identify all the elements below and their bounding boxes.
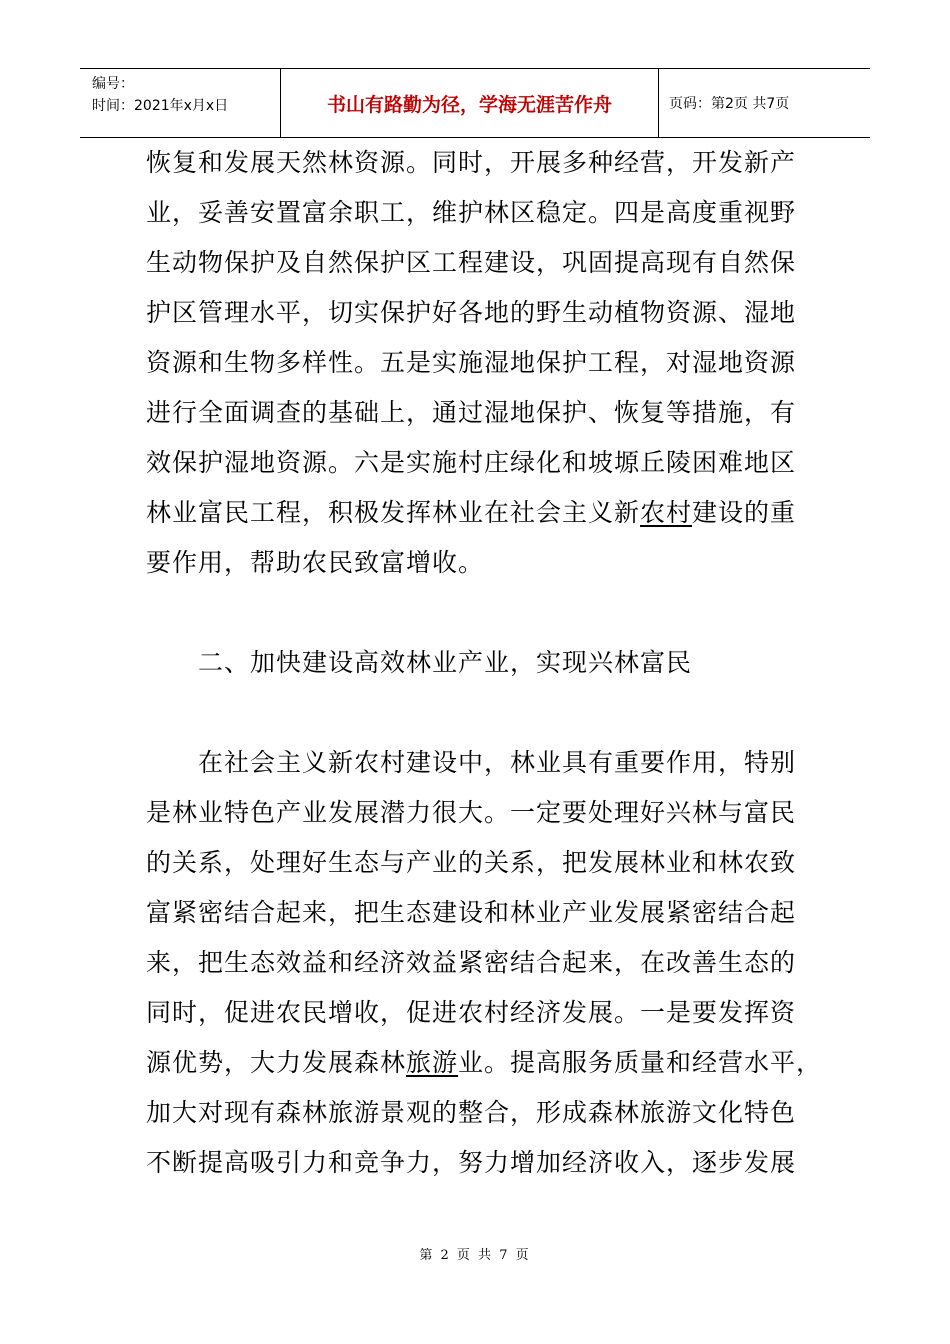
page-header bbox=[80, 68, 870, 138]
header-meta bbox=[80, 69, 281, 137]
text-line bbox=[146, 488, 810, 538]
text-segment: 林业富民工程，积极发挥林业在社会主义新 bbox=[146, 498, 641, 527]
text-segment: 业。提高服务质量和经营水平， bbox=[458, 1048, 823, 1077]
text-line: 同时，促进农民增收，促进农村经济发展。一是要发挥资 bbox=[146, 998, 797, 1027]
spacer bbox=[146, 588, 810, 638]
header-motto: 书山有路勤为径，学海无涯苦作舟 bbox=[281, 69, 659, 137]
document-time-label: 时间：2021年x月x日 bbox=[92, 98, 229, 114]
text-segment: 建设的重 bbox=[692, 498, 797, 527]
link-tourism[interactable]: 旅游 bbox=[406, 1048, 459, 1077]
document-body bbox=[146, 138, 823, 1188]
text-line: 资源和生物多样性。五是实施湿地保护工程，对湿地资源 bbox=[146, 348, 797, 377]
text-line: 效保护湿地资源。六是实施村庄绿化和坡塬丘陵困难地区 bbox=[146, 448, 797, 477]
text-line: 是林业特色产业发展潜力很大。一定要处理好兴林与富民 bbox=[146, 798, 797, 827]
text-line: 恢复和发展天然林资源。同时，开展多种经营，开发新产 bbox=[146, 148, 797, 177]
paragraph-2 bbox=[146, 738, 823, 1188]
text-line: 富紧密结合起来，把生态建设和林业产业发展紧密结合起 bbox=[146, 898, 797, 927]
document-number-label: 编号： bbox=[92, 76, 134, 92]
spacer bbox=[146, 688, 810, 738]
link-rural[interactable]: 农村 bbox=[640, 498, 693, 527]
text-line: 要作用，帮助农民致富增收。 bbox=[146, 548, 485, 577]
paragraph-1 bbox=[146, 138, 810, 588]
text-line: 护区管理水平，切实保护好各地的野生动植物资源、湿地 bbox=[146, 298, 797, 327]
text-line: 生动物保护及自然保护区工程建设，巩固提高现有自然保 bbox=[146, 248, 797, 277]
text-line: 不断提高吸引力和竞争力，努力增加经济收入，逐步发展 bbox=[146, 1148, 797, 1177]
text-segment: 源优势，大力发展森林 bbox=[146, 1048, 407, 1077]
text-line: 进行全面调查的基础上，通过湿地保护、恢复等措施，有 bbox=[146, 398, 797, 427]
text-line: 的关系，处理好生态与产业的关系，把发展林业和林农致 bbox=[146, 848, 797, 877]
text-line: 加大对现有森林旅游景观的整合，形成森林旅游文化特色 bbox=[146, 1098, 797, 1127]
text-line bbox=[146, 1038, 823, 1088]
text-line: 在社会主义新农村建设中，林业具有重要作用，特别 bbox=[198, 748, 797, 777]
page-footer: 第 2 页 共 7 页 bbox=[419, 1248, 531, 1263]
section-heading-2: 二、加快建设高效林业产业，实现兴林富民 bbox=[198, 648, 693, 677]
header-page-info: 页码：第2页 共7页 bbox=[669, 96, 790, 112]
text-line: 来，把生态效益和经济效益紧密结合起来，在改善生态的 bbox=[146, 948, 797, 977]
text-line: 业，妥善安置富余职工，维护林区稳定。四是高度重视野 bbox=[146, 198, 797, 227]
